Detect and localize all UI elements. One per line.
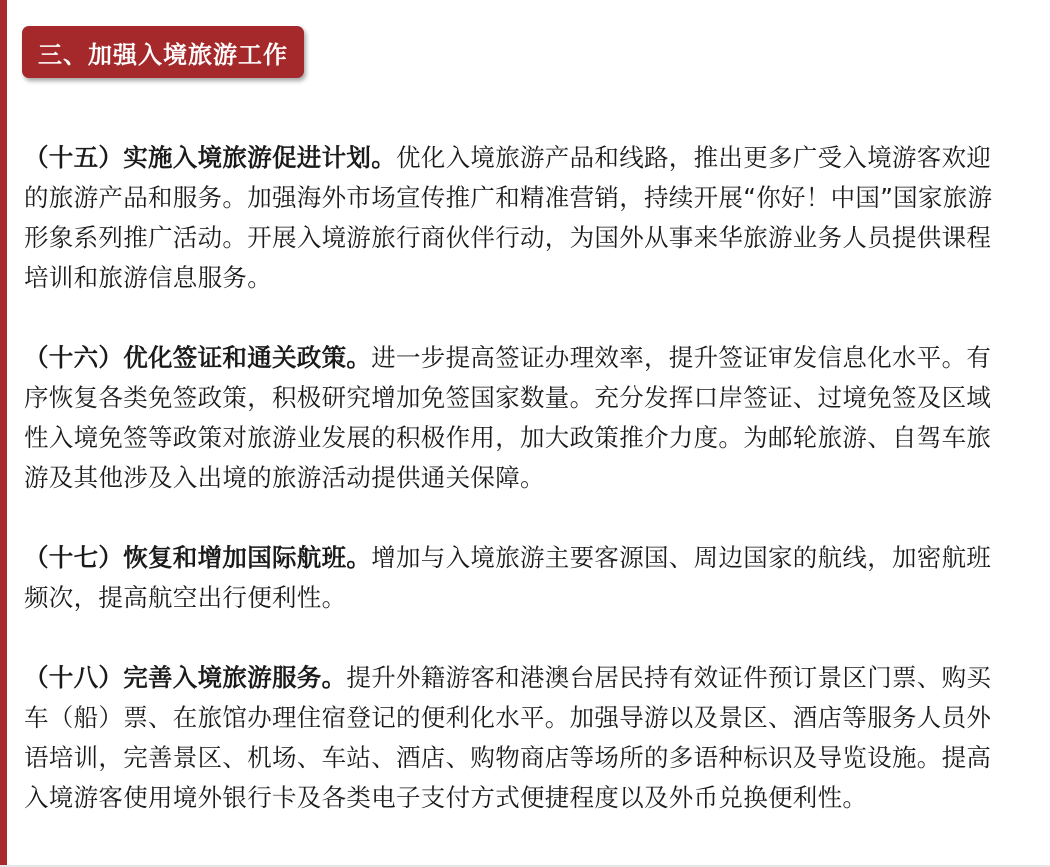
paragraph-heading: （十五）实施入境旅游促进计划。 xyxy=(24,143,396,172)
paragraph-text: 提升外籍游客和港澳台居民持有效证件预订景区门票、购买车（船）票、在旅馆办理住宿登记的便利化水平。加强导游以及景区、酒店等服务人员外语培训，完善景区、机场、车站、酒店、购物商店等场所的多语种标识及导览设施。提高入境游客使用境外银行卡及各类电子支付方式便捷程度以及外币兑换便利性。 xyxy=(24,663,992,812)
section-heading-badge xyxy=(22,26,304,78)
paragraph-text: 进一步提高签证办理效率，提升签证审发信息化水平。有序恢复各类免签政策，积极研究增加免签国家数量。充分发挥口岸签证、过境免签及区域性入境免签等政策对旅游业发展的积极作用，加大政策推介力度。为邮轮旅游、自驾车旅游及其他涉及入出境的旅游活动提供通关保障。 xyxy=(24,343,992,492)
left-accent-bar xyxy=(0,0,7,867)
paragraph-17 xyxy=(24,538,1009,618)
paragraph-heading: （十七）恢复和增加国际航班。 xyxy=(24,543,372,572)
paragraph-text: 增加与入境旅游主要客源国、周边国家的航线，加密航班频次，提高航空出行便利性。 xyxy=(24,543,992,612)
paragraph-text: 优化入境旅游产品和线路，推出更多广受入境游客欢迎的旅游产品和服务。加强海外市场宣传推广和精准营销，持续开展“你好！中国”国家旅游形象系列推广活动。开展入境游旅行商伙伴行动，为国外从事来华旅游业务人员提供课程培训和旅游信息服务。 xyxy=(24,143,993,292)
paragraph-heading: （十八）完善入境旅游服务。 xyxy=(24,663,347,692)
article-body xyxy=(24,138,1009,818)
paragraph-heading: （十六）优化签证和通关政策。 xyxy=(24,343,372,372)
paragraph-18 xyxy=(24,658,1009,818)
section-heading-text: 三、加强入境旅游工作 xyxy=(38,40,288,69)
paragraph-16 xyxy=(24,338,1009,498)
paragraph-15 xyxy=(24,138,1009,298)
